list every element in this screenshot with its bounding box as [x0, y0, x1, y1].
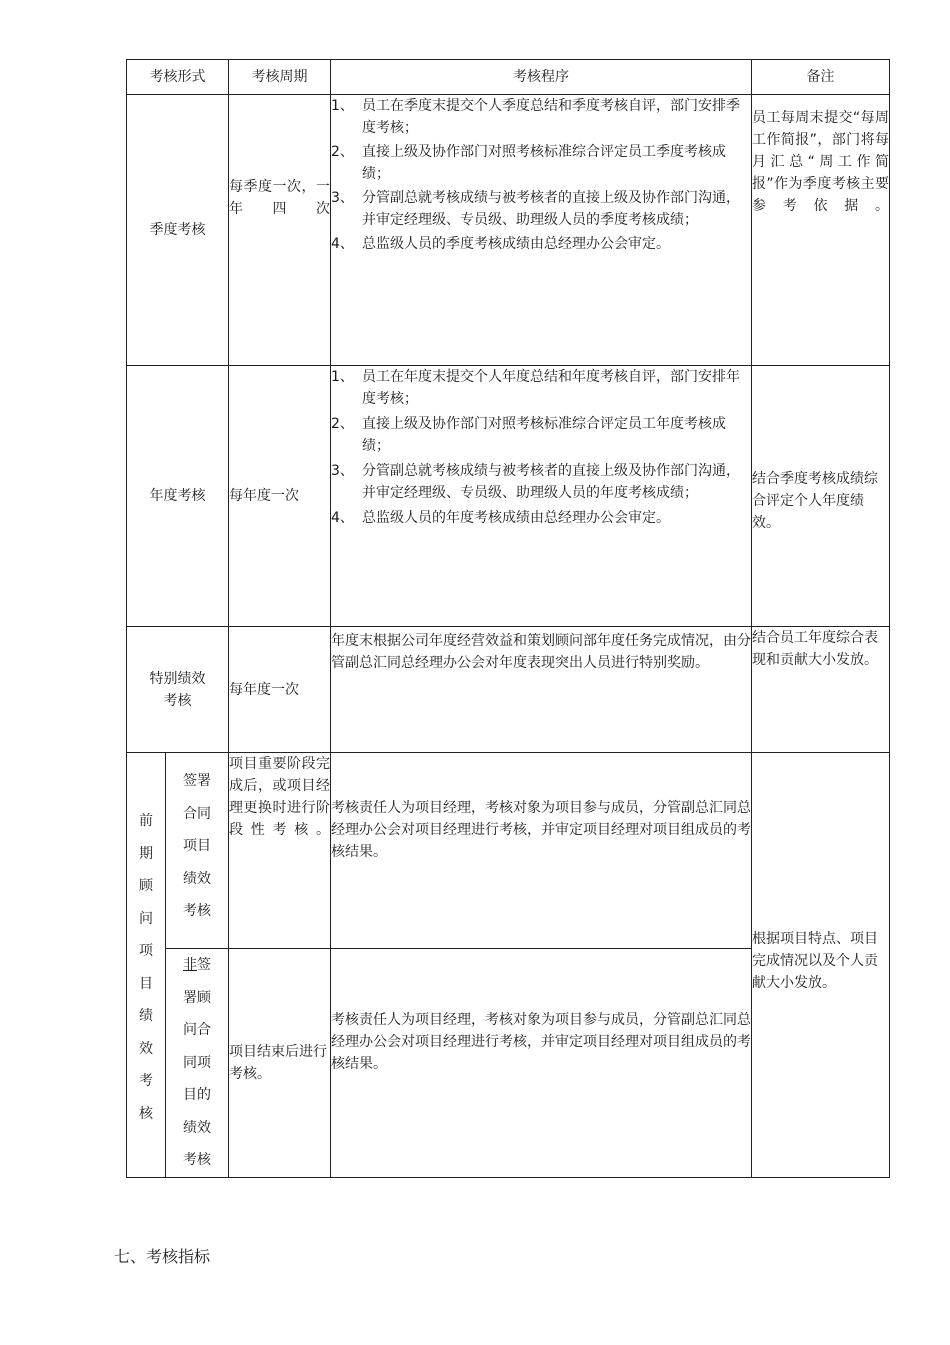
project-group-cell: [127, 753, 166, 1178]
assessment-table: [126, 59, 890, 1178]
quarterly-step-3: 3、 分管副总就考核成绩与被考核者的直接上级及协作部门沟通，并审定经理级、专员级、助理级人员的季度考核成绩；: [331, 190, 740, 228]
header-notes: 备注: [752, 60, 890, 95]
special-row: [127, 627, 890, 753]
annual-step-2: 2、 直接上级及协作部门对照考核标准综合评定员工年度考核成绩；: [331, 416, 726, 454]
annual-procedure: [331, 366, 752, 627]
annual-step-1: 1、 员工在年度末提交个人年度总结和年度考核自评，部门安排年度考核；: [331, 369, 740, 407]
project-signed-period: 项目重要阶段完成后，或项目经理更换时进行阶段性考核。: [229, 753, 331, 949]
quarterly-step-2: 2、 直接上级及协作部门对照考核标准综合评定员工季度考核成绩；: [331, 144, 726, 182]
annual-note: 结合季度考核成绩综合评定个人年度绩效。: [752, 366, 890, 627]
quarterly-procedure: [331, 95, 752, 366]
project-group-label: 前期顾问项目绩效考核: [139, 813, 153, 1122]
special-form-line1: 特别绩效: [149, 670, 206, 687]
project-signed-procedure: 考核责任人为项目经理，考核对象为项目参与成员，分管副总汇同总经理办公会对项目经理进行考核，并审定项目经理对项目组成员的考核结果。: [331, 753, 752, 949]
quarterly-period: 每季度一次，一年四次: [229, 95, 331, 366]
annual-step-4: 4、 总监级人员的年度考核成绩由总经理办公会审定。: [331, 510, 670, 526]
project-unsigned-procedure: 考核责任人为项目经理，考核对象为项目参与成员，分管副总汇同总经理办公会对项目经理进行考核，并审定项目经理对项目组成员的考核结果。: [331, 949, 752, 1178]
special-form: [127, 627, 229, 753]
special-note: 结合员工年度综合表现和贡献大小发放。: [752, 627, 890, 753]
quarterly-row: [127, 95, 890, 366]
project-signed-label: 签署合同项目绩效考核: [183, 773, 211, 919]
header-row: [127, 60, 890, 95]
special-form-line2: 考核: [163, 692, 192, 709]
project-note: 根据项目特点、项目完成情况以及个人贡献大小发放。: [752, 753, 890, 1178]
annual-step-3: 3、 分管副总就考核成绩与被考核者的直接上级及协作部门沟通，并审定经理级、专员级、助理级人员的年度考核成绩；: [331, 463, 740, 501]
project-unsigned-label: 非签署顾问合同项目的绩效考核: [183, 957, 211, 1168]
annual-form: 年度考核: [127, 366, 229, 627]
project-signed-row: [127, 753, 890, 949]
project-unsigned-label-cell: [166, 949, 229, 1178]
header-form: 考核形式: [127, 60, 229, 95]
project-unsigned-period: 项目结束后进行考核。: [229, 949, 331, 1178]
quarterly-step-1: 1、 员工在季度末提交个人季度总结和季度考核自评，部门安排季度考核；: [331, 98, 740, 136]
annual-period: 每年度一次: [229, 366, 331, 627]
special-period: 每年度一次: [229, 627, 331, 753]
project-signed-label-cell: [166, 753, 229, 949]
header-period: 考核周期: [229, 60, 331, 95]
annual-row: [127, 366, 890, 627]
special-procedure: 年度末根据公司年度经营效益和策划顾问部年度任务完成情况，由分管副总汇同总经理办公会对年度表现突出人员进行特别奖励。: [331, 627, 752, 753]
quarterly-form: 季度考核: [127, 95, 229, 366]
header-procedure: 考核程序: [331, 60, 752, 95]
quarterly-note: 员工每周末提交“每周工作简报”，部门将每月汇总“周工作简报”作为季度考核主要参考依据。: [752, 95, 890, 366]
section-heading: 七、考核指标: [114, 1247, 211, 1266]
quarterly-step-4: 4、 总监级人员的季度考核成绩由总经理办公会审定。: [331, 236, 670, 252]
